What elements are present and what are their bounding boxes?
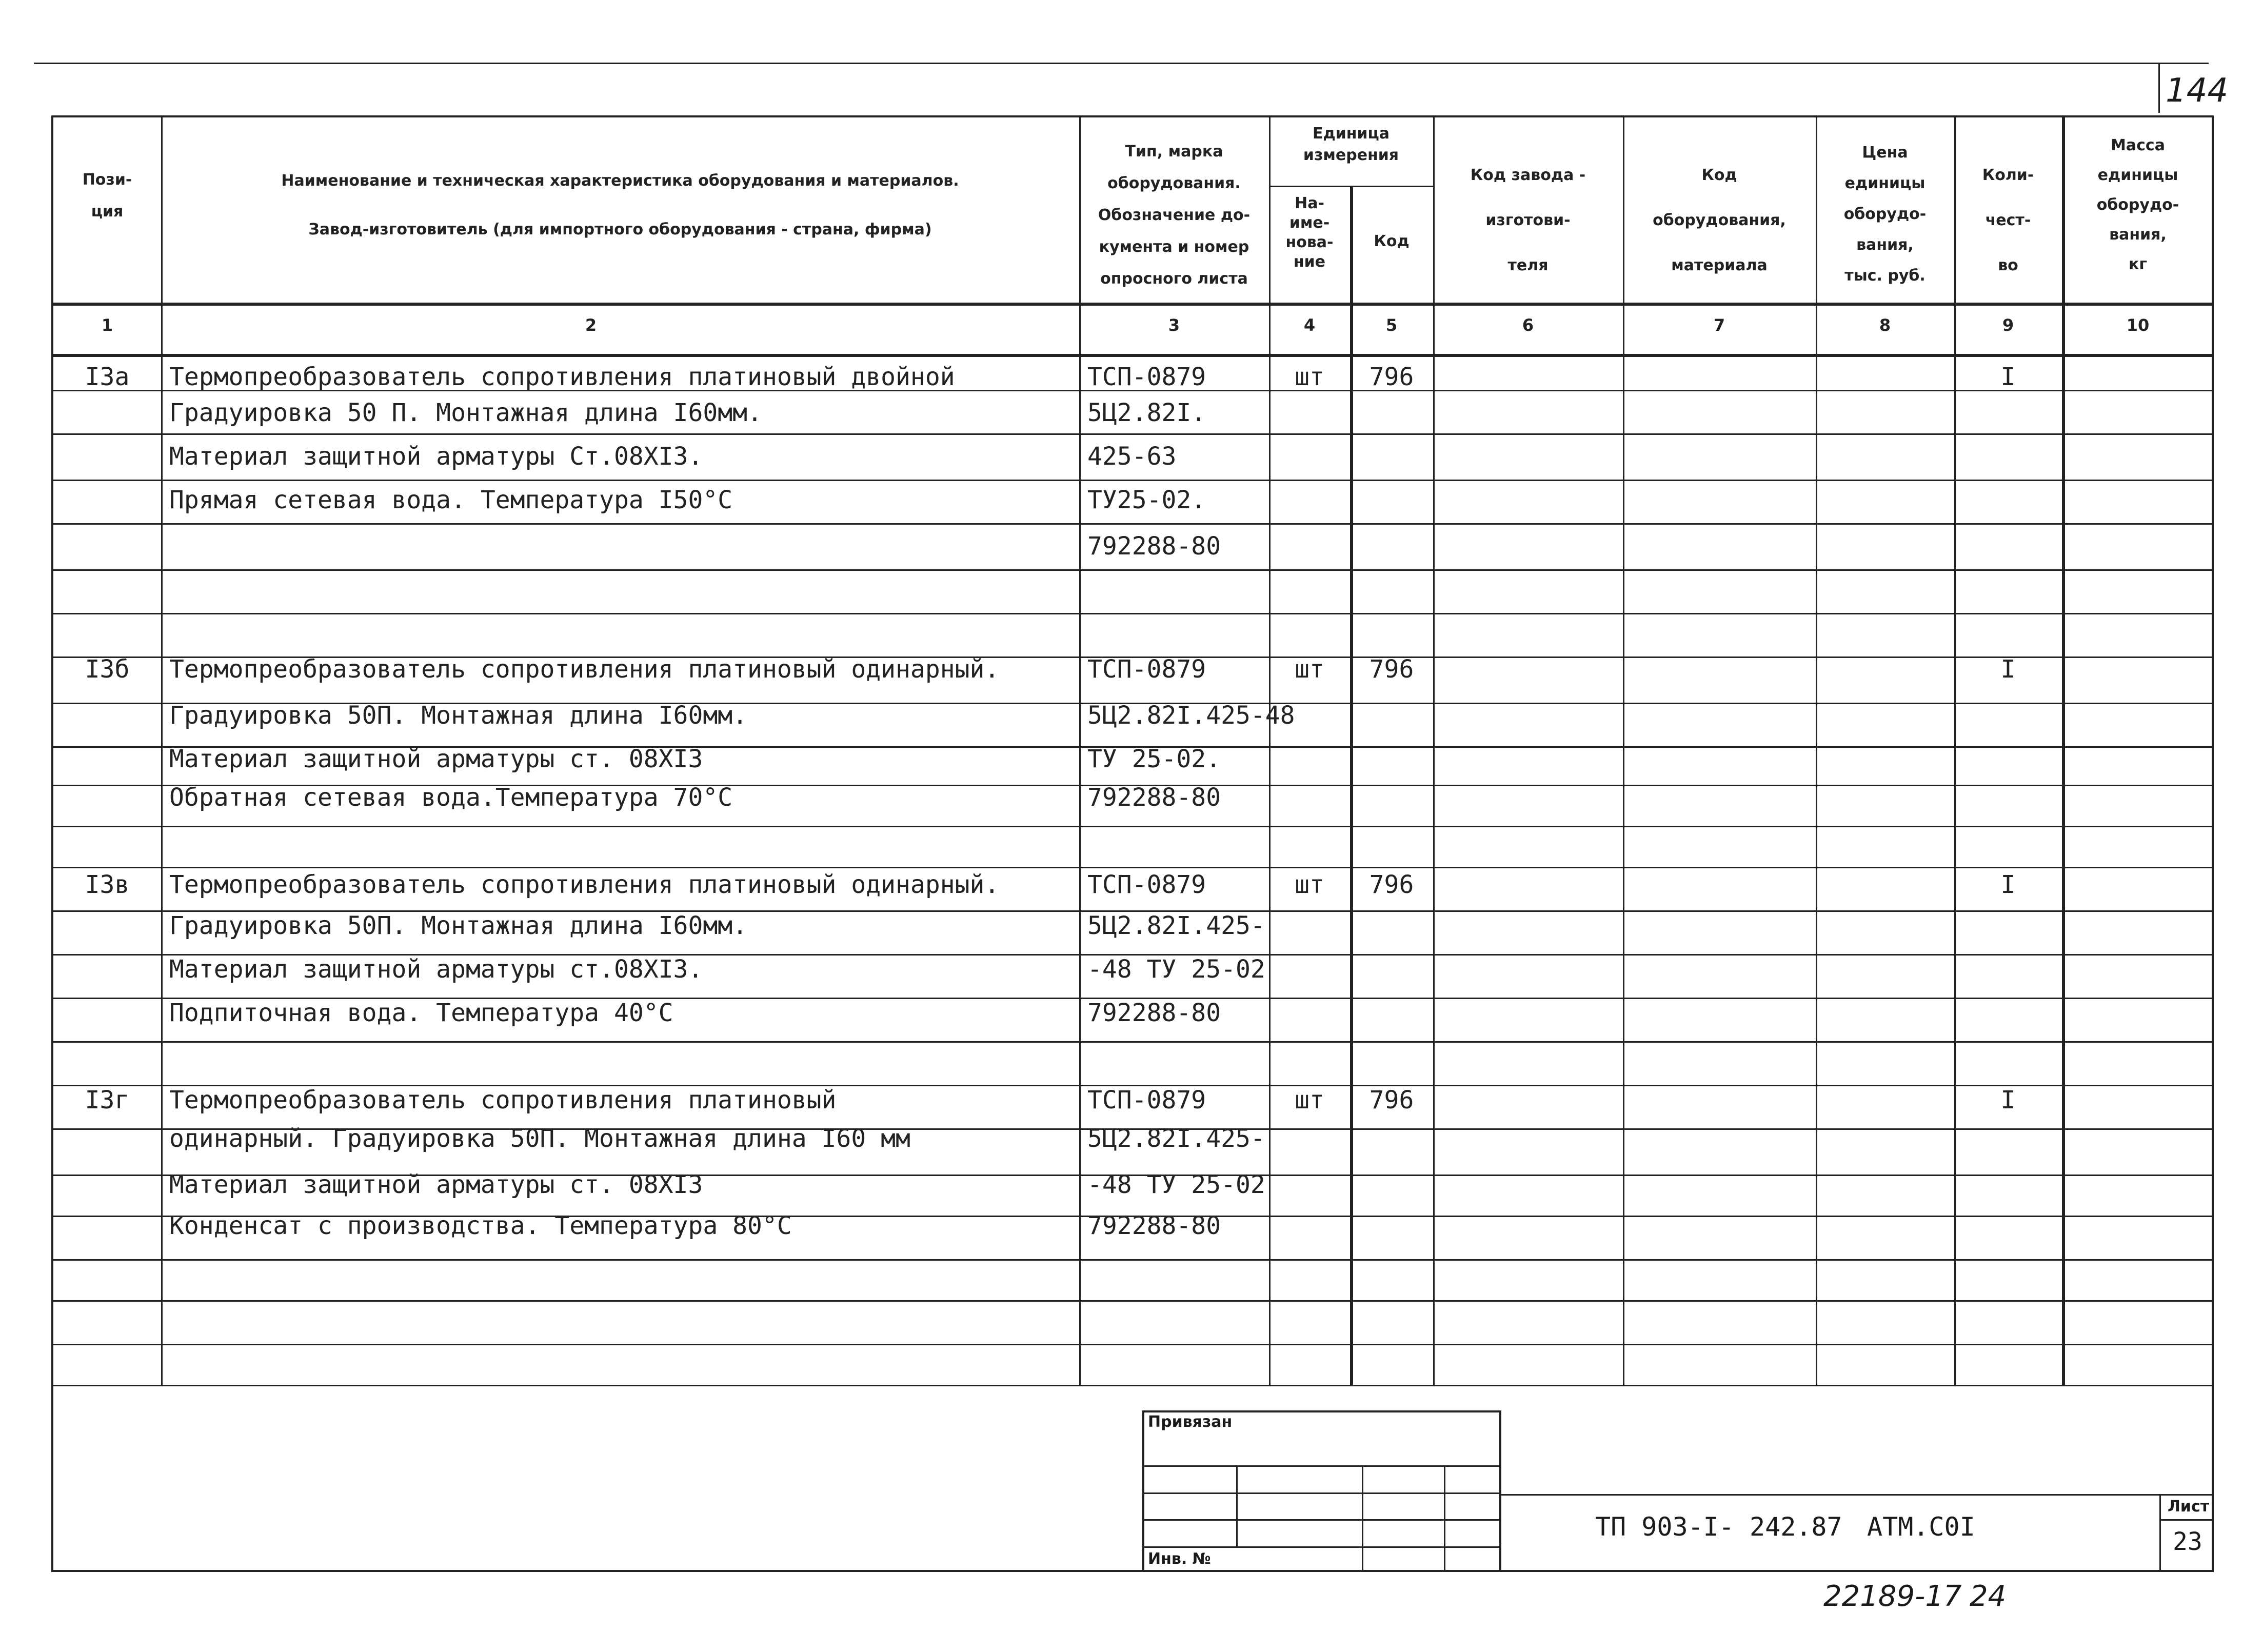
- stamp-line: [1236, 1465, 1238, 1546]
- cell-type: ТСП-0879: [1087, 1086, 1206, 1114]
- stamp-line: [1362, 1465, 1363, 1572]
- row-line: [51, 1344, 2214, 1345]
- header-col9: Коли- чест- во: [1982, 166, 2034, 274]
- sheet-number: 23: [2173, 1527, 2202, 1556]
- stamp-line: [1142, 1519, 1501, 1521]
- colnum-9: 9: [2002, 315, 2014, 335]
- cell-type: 5Ц2.82I.425-48: [1087, 701, 1295, 730]
- cell-type: -48 ТУ 25-02: [1087, 1170, 1265, 1199]
- stamp-line: [1444, 1465, 1445, 1572]
- cell-name: Градуировка 50П. Монтажная длина I60мм.: [169, 701, 748, 730]
- header-col8: Цена единицы оборудо- вания, тыс. руб.: [1843, 144, 1927, 285]
- header-col1: Пози- ция: [82, 171, 132, 221]
- cell-name: одинарный. Градуировка 50П. Монтажная длина I60 мм: [169, 1124, 910, 1153]
- header-col3: Тип, марка оборудования. Обозначение до- кумента и номер опросного листа: [1098, 143, 1250, 288]
- cell-pos: I3б: [85, 655, 130, 684]
- row-line: [51, 303, 2214, 306]
- cell-type: 792288-80: [1087, 783, 1221, 812]
- title-block-top: [1501, 1494, 2214, 1496]
- cell-unit: шт: [1295, 1086, 1324, 1114]
- cell-name: Обратная сетевая вода.Температура 70°С: [169, 783, 733, 812]
- page-number-separator: [2158, 63, 2160, 113]
- cell-name: Материал защитной арматуры Ст.08ХI3.: [169, 442, 703, 471]
- cell-type: 5Ц2.82I.425-: [1087, 1124, 1265, 1153]
- cell-type: 5Ц2.82I.: [1087, 399, 1206, 427]
- colnum-2: 2: [585, 315, 597, 335]
- column-line: [1816, 115, 1817, 1385]
- cell-pos: I3г: [85, 1086, 130, 1114]
- header-unit-group: Единица измерения: [1303, 125, 1399, 164]
- cell-type: ТУ25-02.: [1087, 486, 1206, 514]
- column-line: [161, 115, 163, 1385]
- column-line: [1269, 115, 1271, 1385]
- cell-unit: шт: [1295, 363, 1324, 391]
- cell-type: -48 ТУ 25-02: [1087, 955, 1265, 984]
- doc-mark: АТМ.С0I: [1867, 1512, 1975, 1542]
- cell-qty: I: [2000, 655, 2016, 684]
- cell-type: 792288-80: [1087, 1211, 1221, 1240]
- sheet-box-left: [2159, 1494, 2161, 1572]
- cell-type: ТСП-0879: [1087, 363, 1206, 391]
- cell-unit: шт: [1295, 870, 1324, 899]
- cell-name: Градуировка 50 П. Монтажная длина I60мм.: [169, 399, 762, 427]
- row-line: [51, 1385, 2214, 1386]
- privyazan-label: Привязан: [1148, 1413, 1233, 1431]
- cell-name: Термопреобразователь сопротивления платиновый одинарный.: [169, 655, 1000, 684]
- colnum-6: 6: [1522, 315, 1534, 335]
- row-line: [51, 1259, 2214, 1261]
- colnum-1: 1: [101, 315, 113, 335]
- bottom-number: 22189-17: [1823, 1580, 1962, 1613]
- cell-type: 792288-80: [1087, 532, 1221, 561]
- page-number: 144: [2166, 72, 2229, 110]
- row-line: [51, 480, 2214, 481]
- header-col7: Код оборудования, материала: [1653, 166, 1786, 274]
- colnum-3: 3: [1168, 315, 1180, 335]
- cell-type: ТСП-0879: [1087, 870, 1206, 899]
- header-col4: На- име- нова- ние: [1285, 194, 1334, 271]
- row-line: [51, 826, 2214, 827]
- cell-unit: шт: [1295, 655, 1324, 684]
- unit-group-divider: [1269, 186, 1433, 187]
- row-line: [51, 354, 2214, 357]
- cell-name: Конденсат с производства. Температура 80°С: [169, 1211, 792, 1240]
- cell-qty: I: [2000, 363, 2016, 391]
- header-col5: Код: [1374, 232, 1410, 250]
- top-rule: [34, 63, 2209, 64]
- cell-name: Термопреобразователь сопротивления платиновый: [169, 1086, 837, 1114]
- sheet-box-divider: [2159, 1519, 2214, 1521]
- bottom-page: 24: [1970, 1580, 2007, 1613]
- cell-name: Подпиточная вода. Температура 40°С: [169, 999, 673, 1027]
- cell-type: 425-63: [1087, 442, 1177, 471]
- sheet-label: Лист: [2168, 1498, 2210, 1516]
- header-col10: Масса единицы оборудо- вания, кг: [2096, 136, 2179, 273]
- cell-name: Градуировка 50П. Монтажная длина I60мм.: [169, 911, 748, 940]
- cell-pos: I3в: [85, 870, 130, 899]
- stamp-line: [1142, 1465, 1501, 1467]
- cell-name: Прямая сетевая вода. Температура I50°С: [169, 486, 733, 514]
- stamp-line: [1142, 1546, 1501, 1548]
- column-line: [1433, 115, 1435, 1385]
- cell-name: Термопреобразователь сопротивления платиновый двойной: [169, 363, 955, 391]
- stamp-line: [1142, 1492, 1501, 1494]
- cell-qty: I: [2000, 870, 2016, 899]
- column-line: [1079, 115, 1081, 1385]
- column-line: [1954, 115, 1956, 1385]
- cell-type: ТУ 25-02.: [1087, 745, 1221, 773]
- column-line: [1623, 115, 1624, 1385]
- row-line: [51, 867, 2214, 868]
- cell-code: 796: [1369, 655, 1414, 684]
- colnum-8: 8: [1879, 315, 1891, 335]
- doc-code: ТП 903-I- 242.87: [1595, 1512, 1842, 1542]
- cell-qty: I: [2000, 1086, 2016, 1114]
- row-line: [51, 523, 2214, 525]
- cell-type: 792288-80: [1087, 999, 1221, 1027]
- header-col2: Наименование и техническая характеристика оборудования и материалов. Завод-изготовитель (для импортного оборудования - страна, фирма): [281, 172, 959, 238]
- cell-name: Термопреобразователь сопротивления платиновый одинарный.: [169, 870, 1000, 899]
- cell-type: ТСП-0879: [1087, 655, 1206, 684]
- cell-name: Материал защитной арматуры ст. 08ХI3: [169, 745, 703, 773]
- column-line: [2062, 115, 2065, 1385]
- cell-name: Материал защитной арматуры ст. 08ХI3: [169, 1170, 703, 1199]
- cell-code: 796: [1369, 363, 1414, 391]
- cell-type: 5Ц2.82I.425-: [1087, 911, 1265, 940]
- colnum-5: 5: [1385, 315, 1398, 335]
- row-line: [51, 1300, 2214, 1302]
- row-line: [51, 613, 2214, 614]
- cell-code: 796: [1369, 1086, 1414, 1114]
- cell-pos: I3а: [85, 363, 130, 391]
- colnum-10: 10: [2126, 315, 2150, 335]
- colnum-4: 4: [1303, 315, 1316, 335]
- cell-name: Материал защитной арматуры ст.08ХI3.: [169, 955, 703, 984]
- colnum-7: 7: [1713, 315, 1725, 335]
- header-col6: Код завода - изготови- теля: [1470, 166, 1586, 274]
- cell-code: 796: [1369, 870, 1414, 899]
- inv-no-label: Инв. №: [1148, 1550, 1211, 1568]
- row-line: [51, 433, 2214, 435]
- row-line: [51, 569, 2214, 571]
- row-line: [51, 1041, 2214, 1043]
